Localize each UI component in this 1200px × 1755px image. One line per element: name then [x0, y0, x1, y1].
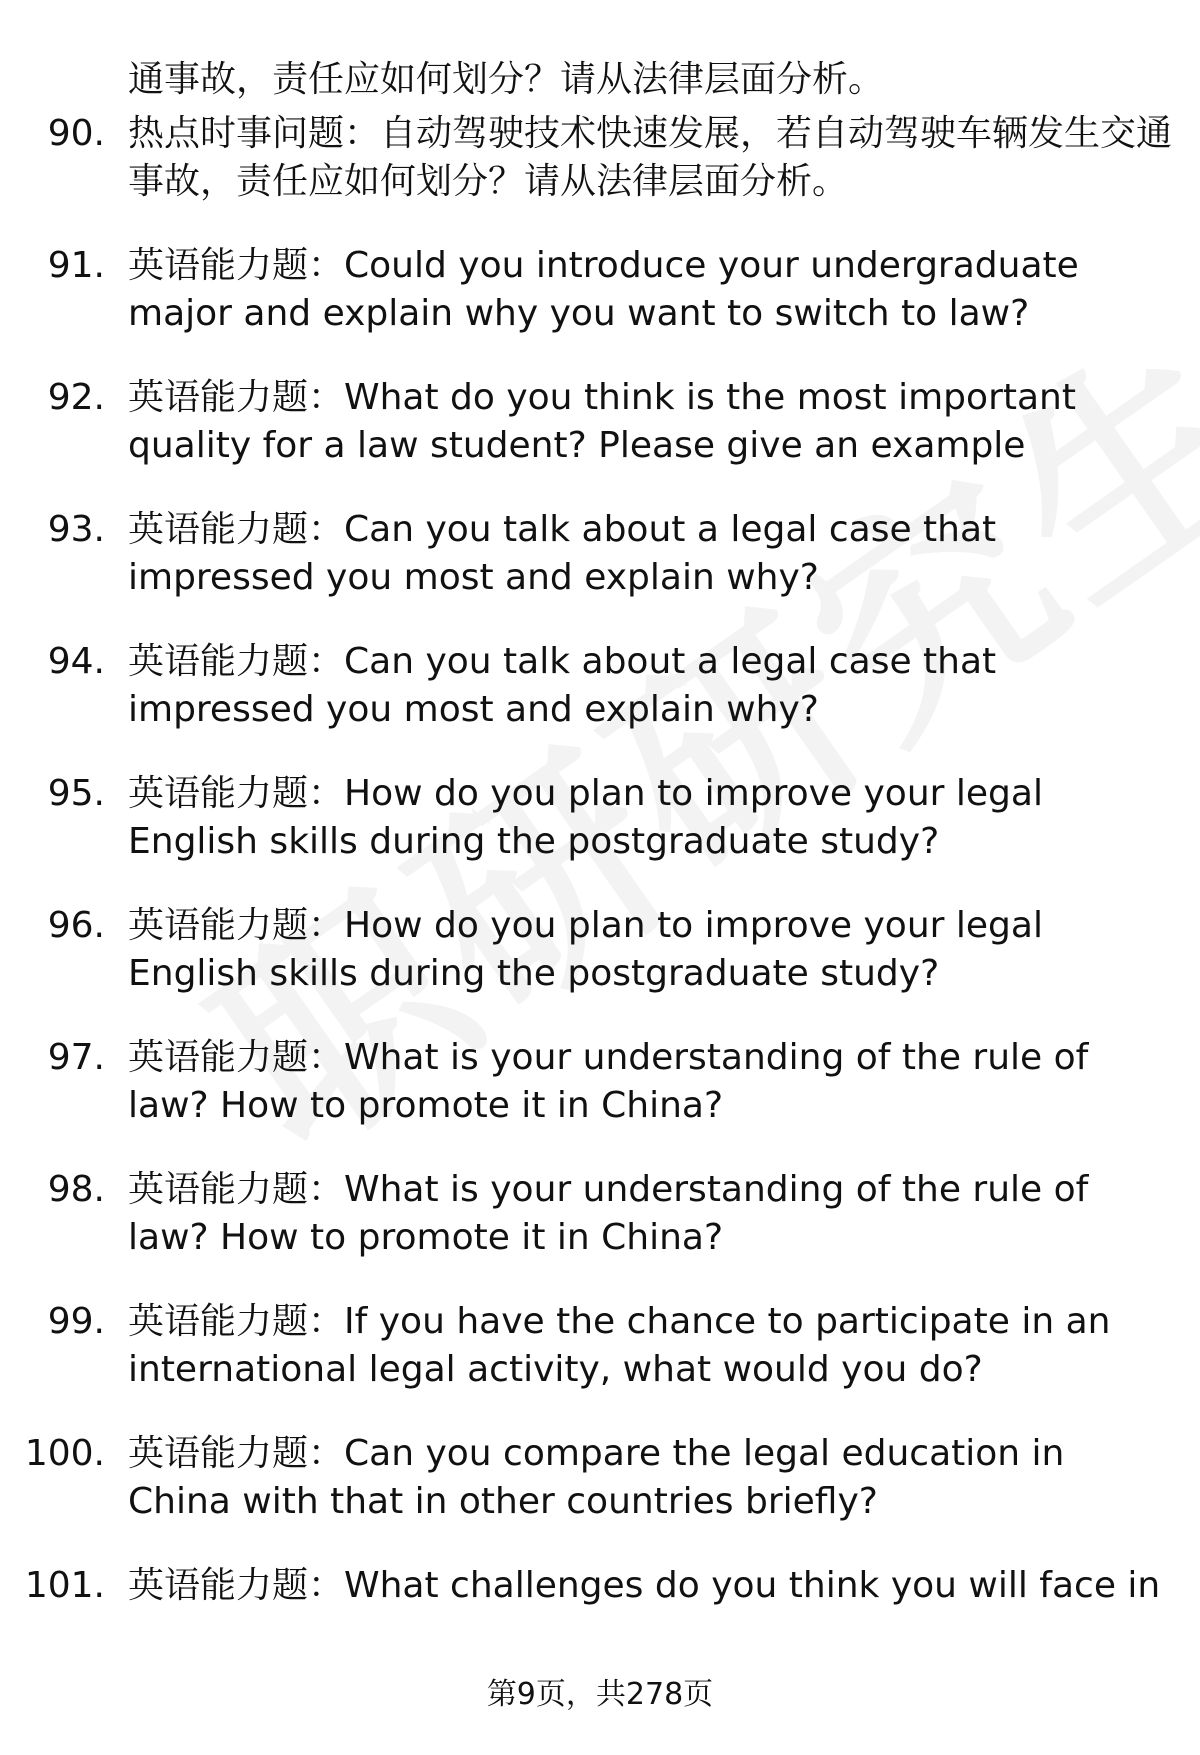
question-item: [0, 638, 1200, 770]
question-item: [0, 770, 1200, 902]
question-item: [0, 374, 1200, 506]
question-item: [0, 1034, 1200, 1166]
question-number: 96.: [47, 905, 105, 946]
question-text: 英语能力题：What challenges do you think you will face in: [128, 1565, 1161, 1606]
question-item: [0, 506, 1200, 638]
question-item: [0, 1298, 1200, 1430]
question-number: 91.: [47, 245, 105, 286]
question-text: 英语能力题：Can you talk about a legal case that impressed you most and explain why?: [128, 641, 997, 730]
question-item: [0, 1430, 1200, 1562]
question-number: 93.: [47, 509, 105, 550]
question-text: 英语能力题：How do you plan to improve your legal English skills during the postgraduate study?: [128, 773, 1043, 862]
question-text: 英语能力题：Can you compare the legal education in China with that in other countries briefly?: [128, 1433, 1065, 1522]
question-item: [0, 110, 1200, 242]
question-number: 95.: [47, 773, 105, 814]
question-number: 90.: [47, 113, 105, 154]
question-number: 92.: [47, 377, 105, 418]
question-text: 英语能力题：Could you introduce your undergraduate major and explain why you want to switch to law?: [128, 245, 1079, 334]
question-list: [0, 110, 1200, 1694]
page-footer: 第9页，共278页: [486, 1677, 714, 1712]
question-text: 热点时事问题：自动驾驶技术快速发展，若自动驾驶车辆发生交通事故，责任应如何划分？请从法律层面分析。: [128, 113, 1173, 202]
question-number: 101.: [24, 1565, 105, 1606]
question-text: 英语能力题：What is your understanding of the rule of law? How to promote it in China?: [128, 1037, 1089, 1126]
question-text: 英语能力题：How do you plan to improve your legal English skills during the postgraduate study?: [128, 905, 1043, 994]
question-number: 97.: [47, 1037, 105, 1078]
question-number: 99.: [47, 1301, 105, 1342]
question-text: 英语能力题：Can you talk about a legal case that impressed you most and explain why?: [128, 509, 997, 598]
question-text: 英语能力题：If you have the chance to participate in an international legal activity, what would you do?: [128, 1301, 1111, 1390]
question-text: 英语能力题：What is your understanding of the rule of law? How to promote it in China?: [128, 1169, 1089, 1258]
question-number: 94.: [47, 641, 105, 682]
continued-paragraph: 通事故，责任应如何划分？请从法律层面分析。: [128, 59, 885, 100]
question-item: [0, 1166, 1200, 1298]
question-item: [0, 902, 1200, 1034]
question-number: 100.: [24, 1433, 105, 1474]
question-number: 98.: [47, 1169, 105, 1210]
question-text: 英语能力题：What do you think is the most important quality for a law student? Please give an example: [128, 377, 1076, 466]
question-item: [0, 242, 1200, 374]
